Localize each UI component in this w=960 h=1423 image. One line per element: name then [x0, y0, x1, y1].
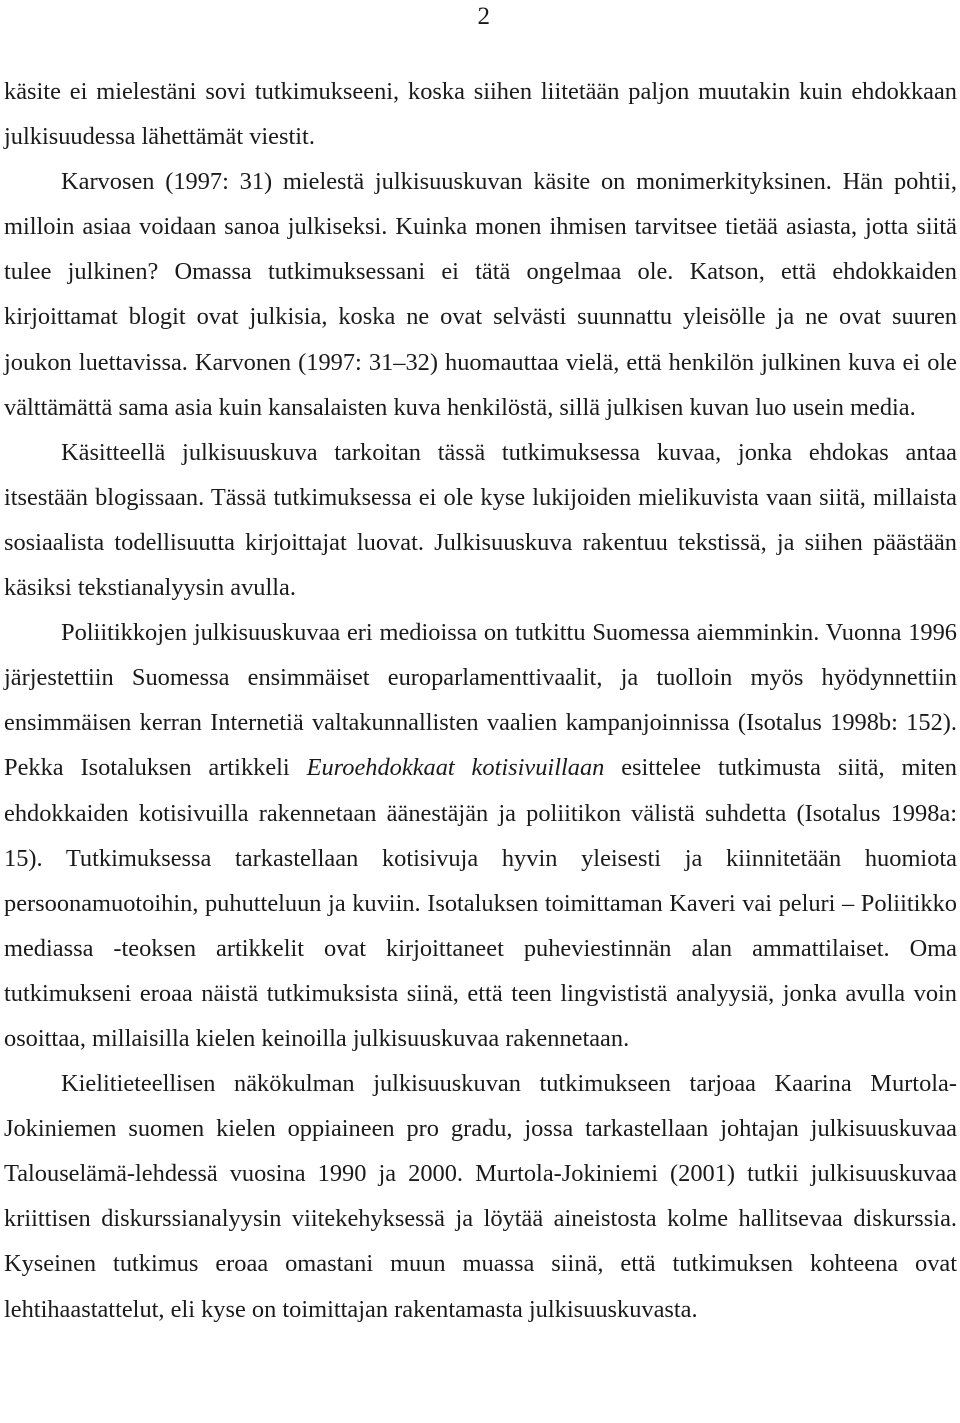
paragraph-1: käsite ei mielestäni sovi tutkimukseeni, koska siihen liitetään paljon muutakin kuin ehdokkaan julkisuudessa lähettämät viestit.	[4, 78, 957, 151]
article-title: Euroehdokkaat kotisivuillaan	[306, 754, 605, 782]
paragraph-4	[4, 610, 957, 1061]
paragraph-5: Kielitieteellisen näkökulman julkisuuskuvan tutkimukseen tarjoaa Kaarina Murtola-Jokiniemen suomen kielen oppiaineen pro gradu, jossa tarkastellaan johtajan julkisuuskuvaa Talouselämä-lehdessä vuosina 1990 ja 2000. Murtola-Jokiniemi (2001) tutkii julkisuuskuvaa kriittisen diskurssianalyysin viitekehyksessä ja löytää aineistosta kolme hallitsevaa diskurssia. Kyseinen tutkimus eroaa omastani muun muassa siinä, että tutkimuksen kohteena ovat lehtihaastattelut, eli kyse on toimittajan rakentamasta julkisuuskuvasta.	[4, 1070, 957, 1323]
page-number: 2	[477, 3, 490, 30]
paragraph-2: Karvosen (1997: 31) mielestä julkisuuskuvan käsite on monimerkityksinen. Hän pohtii, milloin asiaa voidaan sanoa julkiseksi. Kuinka monen ihmisen tarvitsee tietää asiasta, jotta siitä tulee julkinen? Omassa tutkimuksessani ei tätä ongelmaa ole. Katson, että ehdokkaiden kirjoittamat blogit ovat julkisia, koska ne ovat selvästi suunnattu yleisölle ja ne ovat suuren joukon luettavissa. Karvonen (1997: 31–32) huomauttaa vielä, että henkilön julkinen kuva ei ole välttämättä sama asia kuin kansalaisten kuva henkilöstä, sillä julkisen kuvan luo usein media.	[4, 168, 957, 421]
paragraph-4-text-before-title: Poliitikkojen julkisuuskuvaa eri medioissa on tutkittu Suomessa aiemminkin. Vuonna 1996 järjestettiin Suomessa ensimmäiset europarlamenttivaalit, ja tuolloin myös hyödynnettiin ensimmäisen kerran Internetiä valtakunnallisten vaalien kampanjoinnissa (Isotalus 1998b: 152). Pekka Isotaluksen artikkeli	[4, 619, 957, 782]
paragraph-4-text-after-title: esittelee tutkimusta siitä, miten ehdokkaiden kotisivuilla rakennetaan äänestäjän ja poliitikon välistä suhdetta (Isotalus 1998a: 15). Tutkimuksessa tarkastellaan kotisivuja hyvin yleisesti ja kiinnitetään huomiota persoonamuotoihin, puhutteluun ja kuviin. Isotaluksen toimittaman Kaveri vai peluri – Poliitikko mediassa -teoksen artikkelit ovat kirjoittaneet puheviestinnän alan ammattilaiset. Oma tutkimukseni eroaa näistä tutkimuksista siinä, että teen lingvististä analyysiä, jonka avulla voin osoittaa, millaisilla kielen keinoilla julkisuuskuvaa rakennetaan.	[4, 754, 957, 1052]
paragraph-3: Käsitteellä julkisuuskuva tarkoitan tässä tutkimuksessa kuvaa, jonka ehdokas antaa itsestään blogissaan. Tässä tutkimuksessa ei ole kyse lukijoiden mielikuvista vaan siitä, millaista sosiaalista todellisuutta kirjoittajat luovat. Julkisuuskuva rakentuu tekstissä, ja siihen päästään käsiksi tekstianalyysin avulla.	[4, 438, 957, 602]
body-text	[4, 69, 957, 1332]
